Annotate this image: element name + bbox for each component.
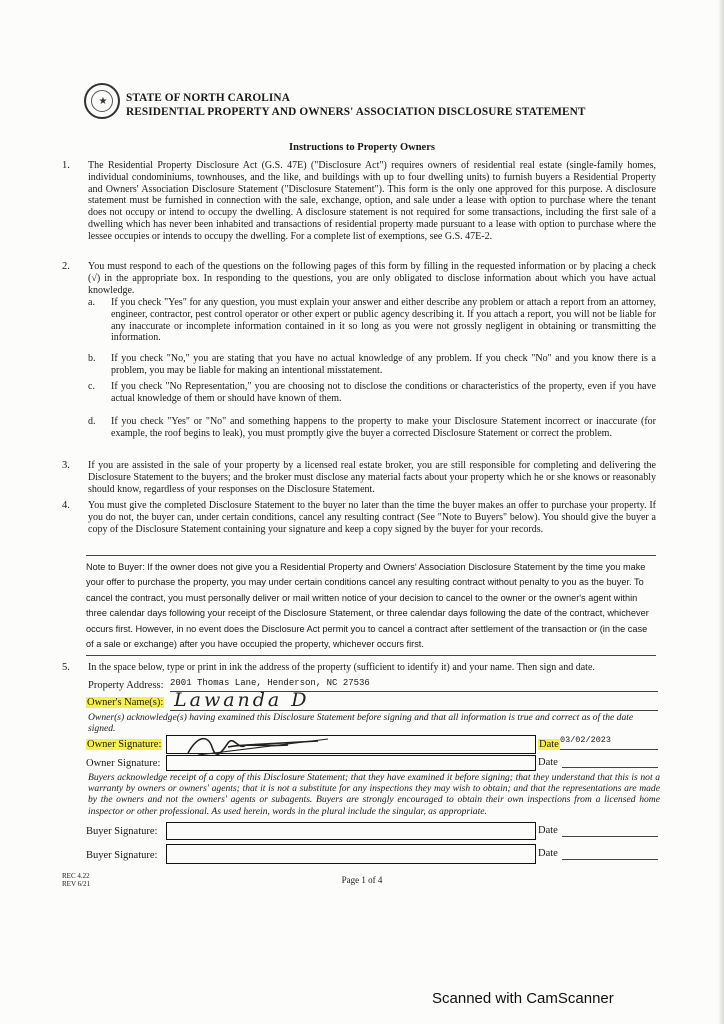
owner-signature-box-2[interactable] (166, 755, 536, 771)
owner-date-label-2: Date (538, 757, 558, 768)
sub-item-letter: a. (88, 297, 95, 308)
item-number: 5. (62, 662, 70, 673)
owner-date-value[interactable]: 03/02/2023 (560, 735, 612, 745)
owner-names-label-text: Owner's Name(s): (87, 697, 164, 708)
property-address-value[interactable]: 2001 Thomas Lane, Henderson, NC 27536 (170, 678, 370, 688)
instruction-2b: If you check "No," you are stating that you have no actual knowledge of any problem. If you check "No" and you know there is a problem, you may be liable for making an intentional misstatement. (111, 353, 656, 376)
owner-signature-label-2: Owner Signature: (86, 758, 161, 769)
owner-name-line (170, 710, 658, 711)
header-state: STATE OF NORTH CAROLINA (126, 92, 290, 104)
item-number: 1. (62, 160, 70, 171)
date-line (562, 836, 658, 837)
owner-signature-label (86, 739, 162, 750)
property-address-label: Property Address: (88, 680, 164, 691)
instruction-2c: If you check "No Representation," you are choosing not to disclose the conditions or characteristics of the property, even if you have actual knowledge of them or should have known of them. (111, 381, 656, 404)
owner-date-label-text: Date (539, 739, 559, 750)
header-form-title: RESIDENTIAL PROPERTY AND OWNERS' ASSOCIATION DISCLOSURE STATEMENT (126, 106, 586, 118)
date-line (560, 749, 658, 750)
buyer-acknowledgment: Buyers acknowledge receipt of a copy of this Disclosure Statement; that they have examined it before signing; that they understand that this is not a warranty by owners or owners' agents; that it is not a substitute for any inspections they may wish to obtain; and that the representations are made by the owners and not the owners' agents or subagents. Buyers are strongly encouraged to obtain their own inspections from a licensed home inspector or other professional. As used herein, words in the plural include the singular, as appropriate. (88, 772, 660, 817)
instructions-title: Instructions to Property Owners (289, 142, 435, 153)
buyer-signature-box-2[interactable] (166, 844, 536, 864)
form-revision: REV 6/21 (62, 880, 91, 888)
instruction-5: In the space below, type or print in ink the address of the property (sufficient to identify it) and your name. Then sign and date. (88, 662, 595, 673)
form-code: REC 4.22 (62, 872, 90, 880)
owner-date-label (538, 739, 560, 750)
sub-item-letter: c. (88, 381, 95, 392)
instruction-2d: If you check "Yes" or "No" and something happens to the property to make your Disclosure Statement incorrect or inaccurate (for example, the roof begins to leak), you must promptly give the buyer a corrected Disclosure Statement or correct the problem. (111, 416, 656, 439)
owner-names-label (86, 697, 164, 708)
buyer-signature-label-2: Buyer Signature: (86, 850, 158, 861)
date-line (562, 767, 658, 768)
divider (86, 555, 656, 556)
sub-item-letter: b. (88, 353, 96, 364)
owner-acknowledgment: Owner(s) acknowledge(s) having examined this Disclosure Statement before signing and that all information is true and correct as of the date signed. (88, 712, 634, 735)
state-seal-icon: ★ (84, 83, 120, 119)
instruction-3: If you are assisted in the sale of your property by a licensed real estate broker, you are still responsible for completing and delivering the Disclosure Statement to the buyers; and the broker must disclose any material facts about your property which he or she knows or reasonably should know, regardless of your responses on the Disclosure Statement. (88, 460, 656, 495)
buyer-signature-label: Buyer Signature: (86, 826, 158, 837)
page-number: Page 1 of 4 (341, 875, 383, 885)
item-number: 3. (62, 460, 70, 471)
item-number: 4. (62, 500, 70, 511)
note-to-buyer: Note to Buyer: If the owner does not give you a Residential Property and Owners' Association Disclosure Statement by the time you make your offer to purchase the property, you may under certain conditions cancel any resulting contract without penalty to you as the buyer. To cancel the contract, you must personally deliver or mail written notice of your decision to cancel to the owner or the owner's agent within three calendar days following your receipt of the Disclosure Statement, or three calendar days following the date of the contract, whichever occurs first. However, in no event does the Disclosure Act permit you to cancel a contract after settlement of the transaction or (in the case of a sale or exchange) after you have occupied the property, whichever occurs first. (86, 562, 649, 650)
buyer-signature-box[interactable] (166, 822, 536, 840)
instruction-2a: If you check "Yes" for any question, you must explain your answer and either describe any problem or attach a report from an attorney, engineer, contractor, pest control operator or other expert or public agency describing it. If you attach a report, you will not be liable for any inaccurate or incomplete information contained in it so long as you were not grossly negligent in obtaining or transmitting the information. (111, 297, 656, 344)
camscanner-watermark: Scanned with CamScanner (432, 990, 614, 1007)
buyer-date-label: Date (538, 825, 558, 836)
owner-names-value[interactable]: Lawanda D (174, 689, 310, 711)
divider (86, 655, 656, 656)
buyer-date-label-2: Date (538, 848, 558, 859)
instruction-4: You must give the completed Disclosure Statement to the buyer no later than the time the buyer makes an offer to purchase your property. If you do not, the buyer can, under certain conditions, cancel any resulting contract (See "Note to Buyers" below). You should give the buyer a copy of the Disclosure Statement containing your signature and keep a copy signed by the buyer for your records. (88, 500, 656, 535)
page-edge-shadow (718, 0, 724, 1024)
item-number: 2. (62, 261, 70, 272)
instruction-1: The Residential Property Disclosure Act (G.S. 47E) ("Disclosure Act") requires owners of residential real estate (single-family homes, individual condominiums, townhouses, and the like, and buildings with up to four dwelling units) to furnish buyers a Residential Property and Owners' Association Disclosure Statement ("Disclosure Statement"). This form is the only one approved for this purpose. A disclosure statement must be furnished in connection with the sale, exchange, option, and sale under a lease with option to purchase where the tenant does not occupy or intend to occupy the dwelling. A disclosure statement is not required for some transactions, including the first sale of a dwelling which has never been inhabited and transactions of residential property made pursuant to a lease with option to purchase where the lessee occupies or intends to occupy the dwelling. For a complete list of exemptions, see G.S. 47E-2. (88, 160, 656, 242)
date-line (562, 859, 658, 860)
owner-signature-label-text: Owner Signature: (87, 739, 162, 750)
sub-item-letter: d. (88, 416, 96, 427)
instruction-2: You must respond to each of the questions on the following pages of this form by filling in the requested information or by placing a check (√) in the appropriate box. In responding to the questions, you are only obligated to disclose information about which you have actual knowledge. (88, 261, 656, 296)
